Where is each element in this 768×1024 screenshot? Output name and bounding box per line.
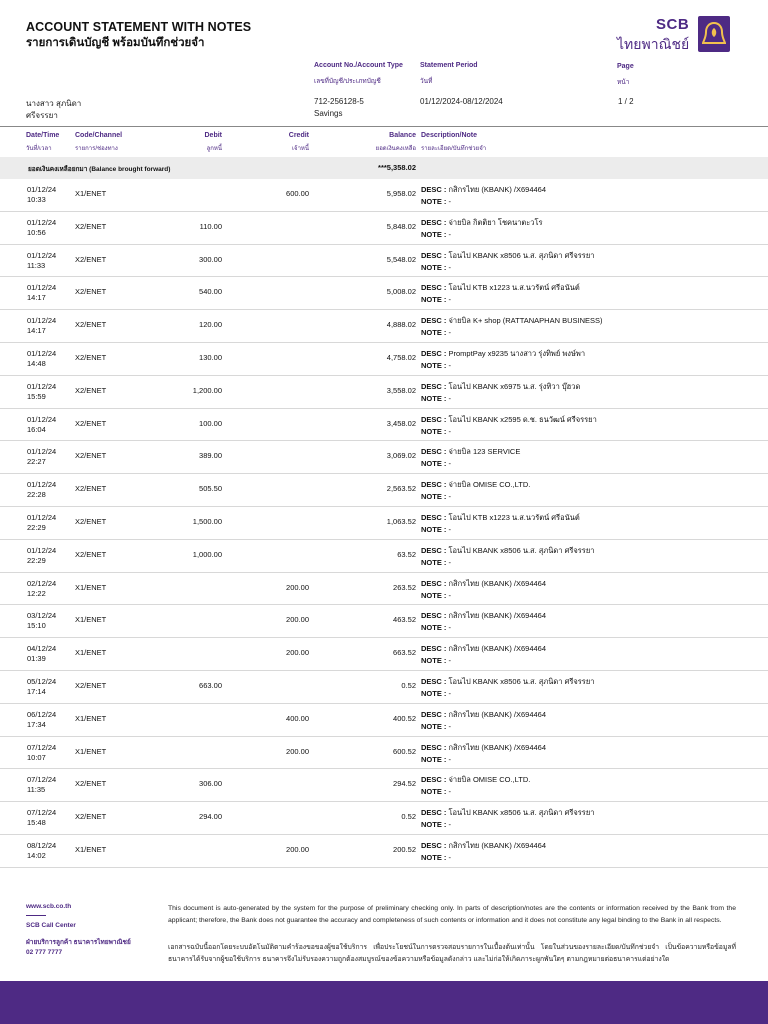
logo-wordmark: SCB	[656, 16, 690, 33]
holder-surname: ศรีจรรยา	[26, 111, 58, 120]
row-desc-text: โอนไป KBANK x8506 น.ส. สุภนิดา ศรีจรรยา	[448, 676, 595, 686]
row-description	[421, 774, 530, 798]
row-date	[27, 677, 71, 697]
row-balance: 463.52	[393, 615, 416, 625]
row-description	[421, 381, 580, 405]
row-time-value: 15:59	[27, 391, 46, 401]
row-desc-text: จ่ายบิล กิตติยา โชคนาตะวโร	[448, 217, 543, 227]
row-debit: 540.00	[199, 287, 222, 297]
row-balance: 400.52	[393, 713, 416, 723]
row-time-value: 12:22	[27, 588, 46, 598]
row-description	[421, 709, 546, 733]
transaction-list	[0, 179, 768, 868]
row-date-value: 01/12/24	[27, 185, 57, 194]
row-date	[27, 644, 71, 664]
row-credit: 200.00	[286, 746, 309, 756]
row-debit: 1,200.00	[192, 385, 222, 395]
row-desc-text: โอนไป KTB x1223 น.ส.นวรัตน์ ศรีอนันต์	[448, 283, 580, 293]
row-balance: 2,563.52	[386, 484, 416, 494]
desc-prefix: DESC :	[421, 512, 447, 522]
desc-prefix: DESC :	[421, 611, 447, 621]
row-balance: 0.52	[401, 680, 416, 690]
row-note-text: -	[448, 820, 452, 830]
row-code: X1/ENET	[75, 189, 107, 198]
row-credit: 400.00	[286, 713, 309, 723]
row-desc-text: กสิกรไทย (KBANK) /X694464	[448, 578, 547, 588]
row-time-value: 11:35	[27, 785, 46, 795]
row-date	[27, 316, 71, 336]
row-description	[421, 742, 546, 766]
row-date-value: 05/12/24	[27, 676, 57, 686]
row-date-value: 03/12/24	[27, 611, 57, 621]
row-code: X2/ENET	[75, 516, 107, 526]
row-code: X2/ENET	[75, 680, 107, 690]
row-time-value: 22:27	[27, 457, 46, 467]
row-balance: 263.52	[393, 582, 416, 592]
note-prefix: NOTE :	[421, 688, 447, 698]
row-date-value: 01/12/24	[27, 316, 57, 326]
row-code: X2/ENET	[75, 779, 107, 789]
row-balance: 200.52	[393, 844, 416, 854]
row-date-value: 07/12/24	[27, 742, 57, 752]
row-balance: 0.52	[401, 812, 416, 822]
col-credit-sub: เจ้าหนี้	[292, 146, 309, 152]
desc-prefix: DESC :	[421, 644, 447, 654]
row-description	[421, 446, 520, 470]
table-row	[0, 802, 768, 835]
row-time-value: 15:48	[27, 818, 46, 828]
table-row	[0, 704, 768, 737]
row-credit: 200.00	[286, 844, 309, 854]
row-description	[421, 545, 594, 569]
row-note-text: -	[448, 426, 452, 436]
row-description	[421, 610, 546, 634]
row-note-text: -	[448, 262, 452, 272]
account-number: 712-256128-5	[314, 97, 364, 106]
row-time-value: 14:17	[27, 326, 46, 336]
account-label: Account No./Account Type	[314, 62, 403, 69]
row-time-value: 17:14	[27, 686, 46, 696]
row-description	[421, 578, 546, 602]
note-prefix: NOTE :	[421, 197, 447, 206]
note-prefix: NOTE :	[421, 590, 447, 600]
table-row	[0, 540, 768, 573]
row-balance: 294.52	[393, 779, 416, 789]
note-prefix: NOTE :	[421, 426, 447, 436]
note-prefix: NOTE :	[421, 524, 447, 534]
row-date	[27, 841, 71, 861]
desc-prefix: DESC :	[421, 217, 447, 227]
row-debit: 100.00	[199, 418, 222, 428]
table-row	[0, 376, 768, 409]
row-date	[27, 382, 71, 402]
col-debit-header: Debit	[204, 132, 222, 139]
table-row	[0, 474, 768, 507]
scb-emblem-icon	[698, 16, 730, 52]
row-note-text: -	[448, 492, 452, 502]
note-prefix: NOTE :	[421, 262, 447, 272]
row-time-value: 14:17	[27, 293, 46, 303]
row-date	[27, 447, 71, 467]
row-desc-text: จ่ายบิล OMISE CO.,LTD.	[448, 775, 531, 785]
row-time-value: 16:04	[27, 424, 46, 434]
note-prefix: NOTE :	[421, 557, 447, 567]
row-time-value: 11:33	[27, 260, 46, 270]
note-prefix: NOTE :	[421, 721, 447, 731]
row-note-text: -	[448, 360, 452, 370]
row-date	[27, 743, 71, 763]
desc-prefix: DESC :	[421, 447, 447, 457]
desc-prefix: DESC :	[421, 480, 447, 490]
table-row	[0, 671, 768, 704]
row-date	[27, 185, 71, 205]
table-row	[0, 573, 768, 606]
row-desc-text: จ่ายบิล 123 SERVICE	[448, 447, 521, 457]
row-balance: 5,958.02	[386, 189, 416, 198]
desc-prefix: DESC :	[421, 578, 447, 588]
row-note-text: -	[448, 229, 452, 239]
call-center-label: SCB Call Center	[26, 922, 76, 929]
row-date-value: 02/12/24	[27, 578, 57, 588]
row-debit: 294.00	[199, 812, 222, 822]
col-date-header: Date/Time	[26, 132, 60, 139]
row-time-value: 14:02	[27, 850, 46, 860]
table-row	[0, 179, 768, 212]
desc-prefix: DESC :	[421, 250, 447, 260]
col-date-sub: วันที่/เวลา	[26, 146, 52, 152]
row-desc-text: กสิกรไทย (KBANK) /X694464	[448, 611, 547, 621]
desc-prefix: DESC :	[421, 414, 447, 424]
table-row	[0, 409, 768, 442]
row-date	[27, 251, 71, 271]
row-description	[421, 348, 585, 372]
desc-prefix: DESC :	[421, 709, 447, 719]
row-description	[421, 512, 580, 536]
row-note-text: -	[448, 656, 452, 666]
row-desc-text: กสิกรไทย (KBANK) /X694464	[448, 742, 547, 752]
note-prefix: NOTE :	[421, 360, 447, 370]
col-credit-header: Credit	[288, 132, 309, 139]
row-desc-text: โอนไป KBANK x6975 น.ส. รุ่งทิวา บุ๊ฮวด	[448, 381, 581, 391]
row-date	[27, 513, 71, 533]
row-desc-text: จ่ายบิล OMISE CO.,LTD.	[448, 480, 531, 490]
header-divider	[0, 126, 768, 127]
row-date-value: 01/12/24	[27, 283, 57, 293]
row-credit: 200.00	[286, 615, 309, 625]
row-date	[27, 480, 71, 500]
row-debit: 306.00	[199, 779, 222, 789]
row-date	[27, 710, 71, 730]
row-note-text: -	[448, 459, 452, 469]
row-date	[27, 349, 71, 369]
page-number: 1 / 2	[618, 97, 634, 106]
statement-title-th: รายการเดินบัญชี พร้อมบันทึกช่วยจำ	[26, 37, 205, 49]
row-balance: 663.52	[393, 648, 416, 658]
website-link[interactable]: www.scb.co.th	[26, 903, 72, 910]
row-code: X1/ENET	[75, 746, 107, 756]
statement-period: 01/12/2024-08/12/2024	[420, 97, 503, 106]
row-code: X2/ENET	[75, 418, 107, 428]
table-row	[0, 507, 768, 540]
row-date-value: 01/12/24	[27, 250, 57, 260]
row-balance: 5,848.02	[386, 221, 416, 231]
table-row	[0, 835, 768, 868]
call-center-thai: ฝ่ายบริการลูกค้า ธนาคารไทยพาณิชย์	[26, 939, 131, 946]
row-date-value: 01/12/24	[27, 348, 57, 358]
note-prefix: NOTE :	[421, 328, 447, 338]
desc-prefix: DESC :	[421, 676, 447, 686]
row-date-value: 01/12/24	[27, 512, 57, 522]
row-date	[27, 775, 71, 795]
table-row	[0, 310, 768, 343]
row-time-value: 14:48	[27, 358, 46, 368]
table-row	[0, 737, 768, 770]
row-description	[421, 315, 603, 339]
row-date-value: 07/12/24	[27, 775, 57, 785]
row-code: X1/ENET	[75, 713, 107, 723]
row-time-value: 17:34	[27, 719, 46, 729]
col-balance-sub: ยอดเงินคงเหลือ	[375, 146, 416, 152]
row-code: X2/ENET	[75, 812, 107, 822]
row-balance: 3,558.02	[386, 385, 416, 395]
row-desc-text: โอนไป KBANK x2595 ด.ช. ธนวัฒน์ ศรีจรรยา	[448, 414, 597, 424]
note-prefix: NOTE :	[421, 492, 447, 502]
row-code: X1/ENET	[75, 582, 107, 592]
row-note-text: -	[448, 721, 452, 731]
row-code: X2/ENET	[75, 451, 107, 461]
desc-prefix: DESC :	[421, 775, 447, 785]
row-time-value: 10:56	[27, 227, 46, 237]
row-date-value: 01/12/24	[27, 447, 57, 457]
col-code-sub: รายการ/ช่องทาง	[75, 146, 118, 152]
row-desc-text: โอนไป KTB x1223 น.ส.นวรัตน์ ศรีอนันต์	[448, 512, 580, 522]
desc-prefix: DESC :	[421, 283, 447, 293]
row-code: X1/ENET	[75, 844, 107, 854]
row-desc-text: โอนไป KBANK x8506 น.ส. สุภนิดา ศรีจรรยา	[448, 545, 595, 555]
table-row	[0, 212, 768, 245]
desc-prefix: DESC :	[421, 381, 447, 391]
row-description	[421, 807, 594, 831]
row-note-text: -	[448, 623, 452, 633]
row-date-value: 01/12/24	[27, 217, 57, 227]
holder-name: นางสาว สุภนิดา	[26, 99, 82, 108]
disclaimer-en: This document is auto-generated by the system for the purpose of preliminary checking only. In parts of description/notes are the contents or information received by the Bank from the applicant; therefore, the Bank does not guarantee the accuracy and completeness of such contents or information and it does not constitute any legal binding to the Bank in all respects.	[168, 905, 736, 924]
desc-prefix: DESC :	[421, 545, 447, 555]
row-desc-text: โอนไป KBANK x8506 น.ส. สุภนิดา ศรีจรรยา	[448, 808, 595, 818]
row-note-text: -	[448, 393, 452, 403]
row-balance: 3,069.02	[386, 451, 416, 461]
row-debit: 130.00	[199, 352, 222, 362]
disclaimer-th: เอกสารฉบับนี้ออกโดยระบบอัตโนมัติตามคำร้องขอของผู้ขอใช้บริการ เพื่อประโยชน์ในการตรวจสอบรายการในเบื้องต้นเท่านั้น โดยในส่วนของรายละเอียด/บันทึกช่วยจำ เป็นข้อความหรือข้อมูลที่ธนาคารได้รับจากผู้ขอใช้บริการ ธนาคารจึงไม่รับรองความถูกต้องสมบูรณ์ของข้อความหรือข้อมูลดังกล่าว และไม่ก่อให้เกิดภาระผูกพันใดๆ ตามกฎหมายต่อธนาคารแต่อย่างใด	[168, 944, 736, 963]
row-time-value: 01:39	[27, 654, 46, 664]
col-balance-header: Balance	[389, 132, 416, 139]
row-balance: 3,458.02	[386, 418, 416, 428]
row-note-text: -	[448, 590, 452, 600]
table-row	[0, 277, 768, 310]
account-sub-label: เลขที่บัญชี/ประเภทบัญชี	[314, 78, 381, 85]
row-description	[421, 479, 530, 503]
row-time-value: 22:28	[27, 490, 46, 500]
note-prefix: NOTE :	[421, 787, 447, 797]
row-code: X1/ENET	[75, 615, 107, 625]
row-description	[421, 643, 546, 667]
row-desc-text: PromptPay x9235 นางสาว รุ่งทิพย์ พงษ์พา	[448, 348, 586, 358]
page-sub-label: หน้า	[617, 79, 630, 86]
row-code: X2/ENET	[75, 549, 107, 559]
brought-forward-value: ***5,358.02	[378, 163, 416, 172]
row-code: X2/ENET	[75, 484, 107, 494]
row-date-value: 08/12/24	[27, 840, 57, 850]
row-date-value: 04/12/24	[27, 644, 57, 654]
row-date-value: 01/12/24	[27, 414, 57, 424]
row-code: X2/ENET	[75, 385, 107, 395]
account-type: Savings	[314, 109, 343, 118]
row-code: X2/ENET	[75, 352, 107, 362]
scb-logo	[612, 16, 732, 56]
note-prefix: NOTE :	[421, 459, 447, 469]
row-balance: 63.52	[397, 549, 416, 559]
col-code-header: Code/Channel	[75, 132, 123, 139]
row-debit: 505.50	[199, 484, 222, 494]
desc-prefix: DESC :	[421, 840, 447, 850]
row-debit: 300.00	[199, 254, 222, 264]
row-desc-text: กสิกรไทย (KBANK) /X694464	[448, 840, 547, 850]
page-label: Page	[617, 63, 634, 70]
row-note-text: -	[448, 524, 452, 534]
row-note-text: -	[448, 852, 452, 862]
row-desc-text: กสิกรไทย (KBANK) /X694464	[448, 185, 547, 194]
row-date-value: 01/12/24	[27, 381, 57, 391]
table-row	[0, 343, 768, 376]
call-center-phone[interactable]: 02 777 7777	[26, 949, 63, 956]
row-note-text: -	[448, 787, 452, 797]
row-date	[27, 579, 71, 599]
row-note-text: -	[448, 688, 452, 698]
logo-thai-name: ไทยพาณิชย์	[617, 36, 690, 52]
row-code: X2/ENET	[75, 320, 107, 330]
row-credit: 200.00	[286, 648, 309, 658]
row-code: X2/ENET	[75, 254, 107, 264]
row-desc-text: กสิกรไทย (KBANK) /X694464	[448, 709, 547, 719]
row-description	[421, 676, 594, 700]
row-note-text: -	[448, 754, 452, 764]
row-credit: 200.00	[286, 582, 309, 592]
row-time-value: 15:10	[27, 621, 46, 631]
row-code: X2/ENET	[75, 287, 107, 297]
row-note-text: -	[448, 328, 452, 338]
row-debit: 663.00	[199, 680, 222, 690]
table-row	[0, 605, 768, 638]
row-date-value: 01/12/24	[27, 480, 57, 490]
row-debit: 1,000.00	[192, 549, 222, 559]
row-note-text: -	[448, 557, 452, 567]
desc-prefix: DESC :	[421, 348, 447, 358]
brought-forward-label: ยอดเงินคงเหลือยกมา (Balance brought forward)	[28, 166, 171, 173]
col-desc-header: Description/Note	[421, 132, 478, 139]
desc-prefix: DESC :	[421, 316, 447, 326]
row-credit: 600.00	[286, 189, 309, 198]
note-prefix: NOTE :	[421, 393, 447, 403]
col-desc-sub: รายละเอียด/บันทึกช่วยจำ	[421, 146, 487, 152]
footer-band	[0, 981, 768, 1024]
period-label: Statement Period	[420, 62, 478, 69]
row-debit: 110.00	[199, 221, 222, 231]
row-description	[421, 184, 546, 208]
table-row	[0, 441, 768, 474]
table-row	[0, 245, 768, 278]
desc-prefix: DESC :	[421, 185, 447, 194]
row-description	[421, 840, 546, 864]
row-date	[27, 611, 71, 631]
row-code: X2/ENET	[75, 221, 107, 231]
period-sub-label: วันที่	[420, 78, 433, 85]
table-row	[0, 769, 768, 802]
brought-forward-row	[0, 157, 768, 179]
row-description	[421, 414, 597, 438]
note-prefix: NOTE :	[421, 852, 447, 862]
row-description	[421, 250, 594, 274]
row-desc-text: จ่ายบิล K+ shop (RATTANAPHAN BUSINESS)	[448, 316, 603, 326]
note-prefix: NOTE :	[421, 820, 447, 830]
row-debit: 1,500.00	[192, 516, 222, 526]
row-date	[27, 283, 71, 303]
row-debit: 120.00	[199, 320, 222, 330]
row-time-value: 10:07	[27, 752, 46, 762]
row-date	[27, 546, 71, 566]
desc-prefix: DESC :	[421, 742, 447, 752]
col-debit-sub: ลูกหนี้	[206, 146, 222, 152]
row-description	[421, 282, 580, 306]
note-prefix: NOTE :	[421, 623, 447, 633]
row-note-text: -	[448, 197, 452, 206]
row-desc-text: โอนไป KBANK x8506 น.ส. สุภนิดา ศรีจรรยา	[448, 250, 595, 260]
row-time-value: 22:29	[27, 555, 46, 565]
note-prefix: NOTE :	[421, 229, 447, 239]
row-balance: 5,008.02	[386, 287, 416, 297]
row-time-value: 22:29	[27, 522, 46, 532]
row-code: X1/ENET	[75, 648, 107, 658]
note-prefix: NOTE :	[421, 754, 447, 764]
row-desc-text: กสิกรไทย (KBANK) /X694464	[448, 644, 547, 654]
statement-title-en: ACCOUNT STATEMENT WITH NOTES	[26, 20, 252, 34]
note-prefix: NOTE :	[421, 656, 447, 666]
row-balance: 600.52	[393, 746, 416, 756]
row-balance: 5,548.02	[386, 254, 416, 264]
row-debit: 389.00	[199, 451, 222, 461]
row-date	[27, 808, 71, 828]
row-date	[27, 415, 71, 435]
row-balance: 4,758.02	[386, 352, 416, 362]
footer-accent-bar	[26, 915, 46, 916]
row-date-value: 01/12/24	[27, 545, 57, 555]
table-row	[0, 638, 768, 671]
row-date	[27, 218, 71, 238]
row-balance: 4,888.02	[386, 320, 416, 330]
note-prefix: NOTE :	[421, 295, 447, 305]
row-balance: 1,063.52	[386, 516, 416, 526]
row-note-text: -	[448, 295, 452, 305]
desc-prefix: DESC :	[421, 808, 447, 818]
row-description	[421, 217, 543, 241]
row-date-value: 07/12/24	[27, 808, 57, 818]
row-time-value: 10:33	[27, 195, 46, 204]
row-date-value: 06/12/24	[27, 709, 57, 719]
